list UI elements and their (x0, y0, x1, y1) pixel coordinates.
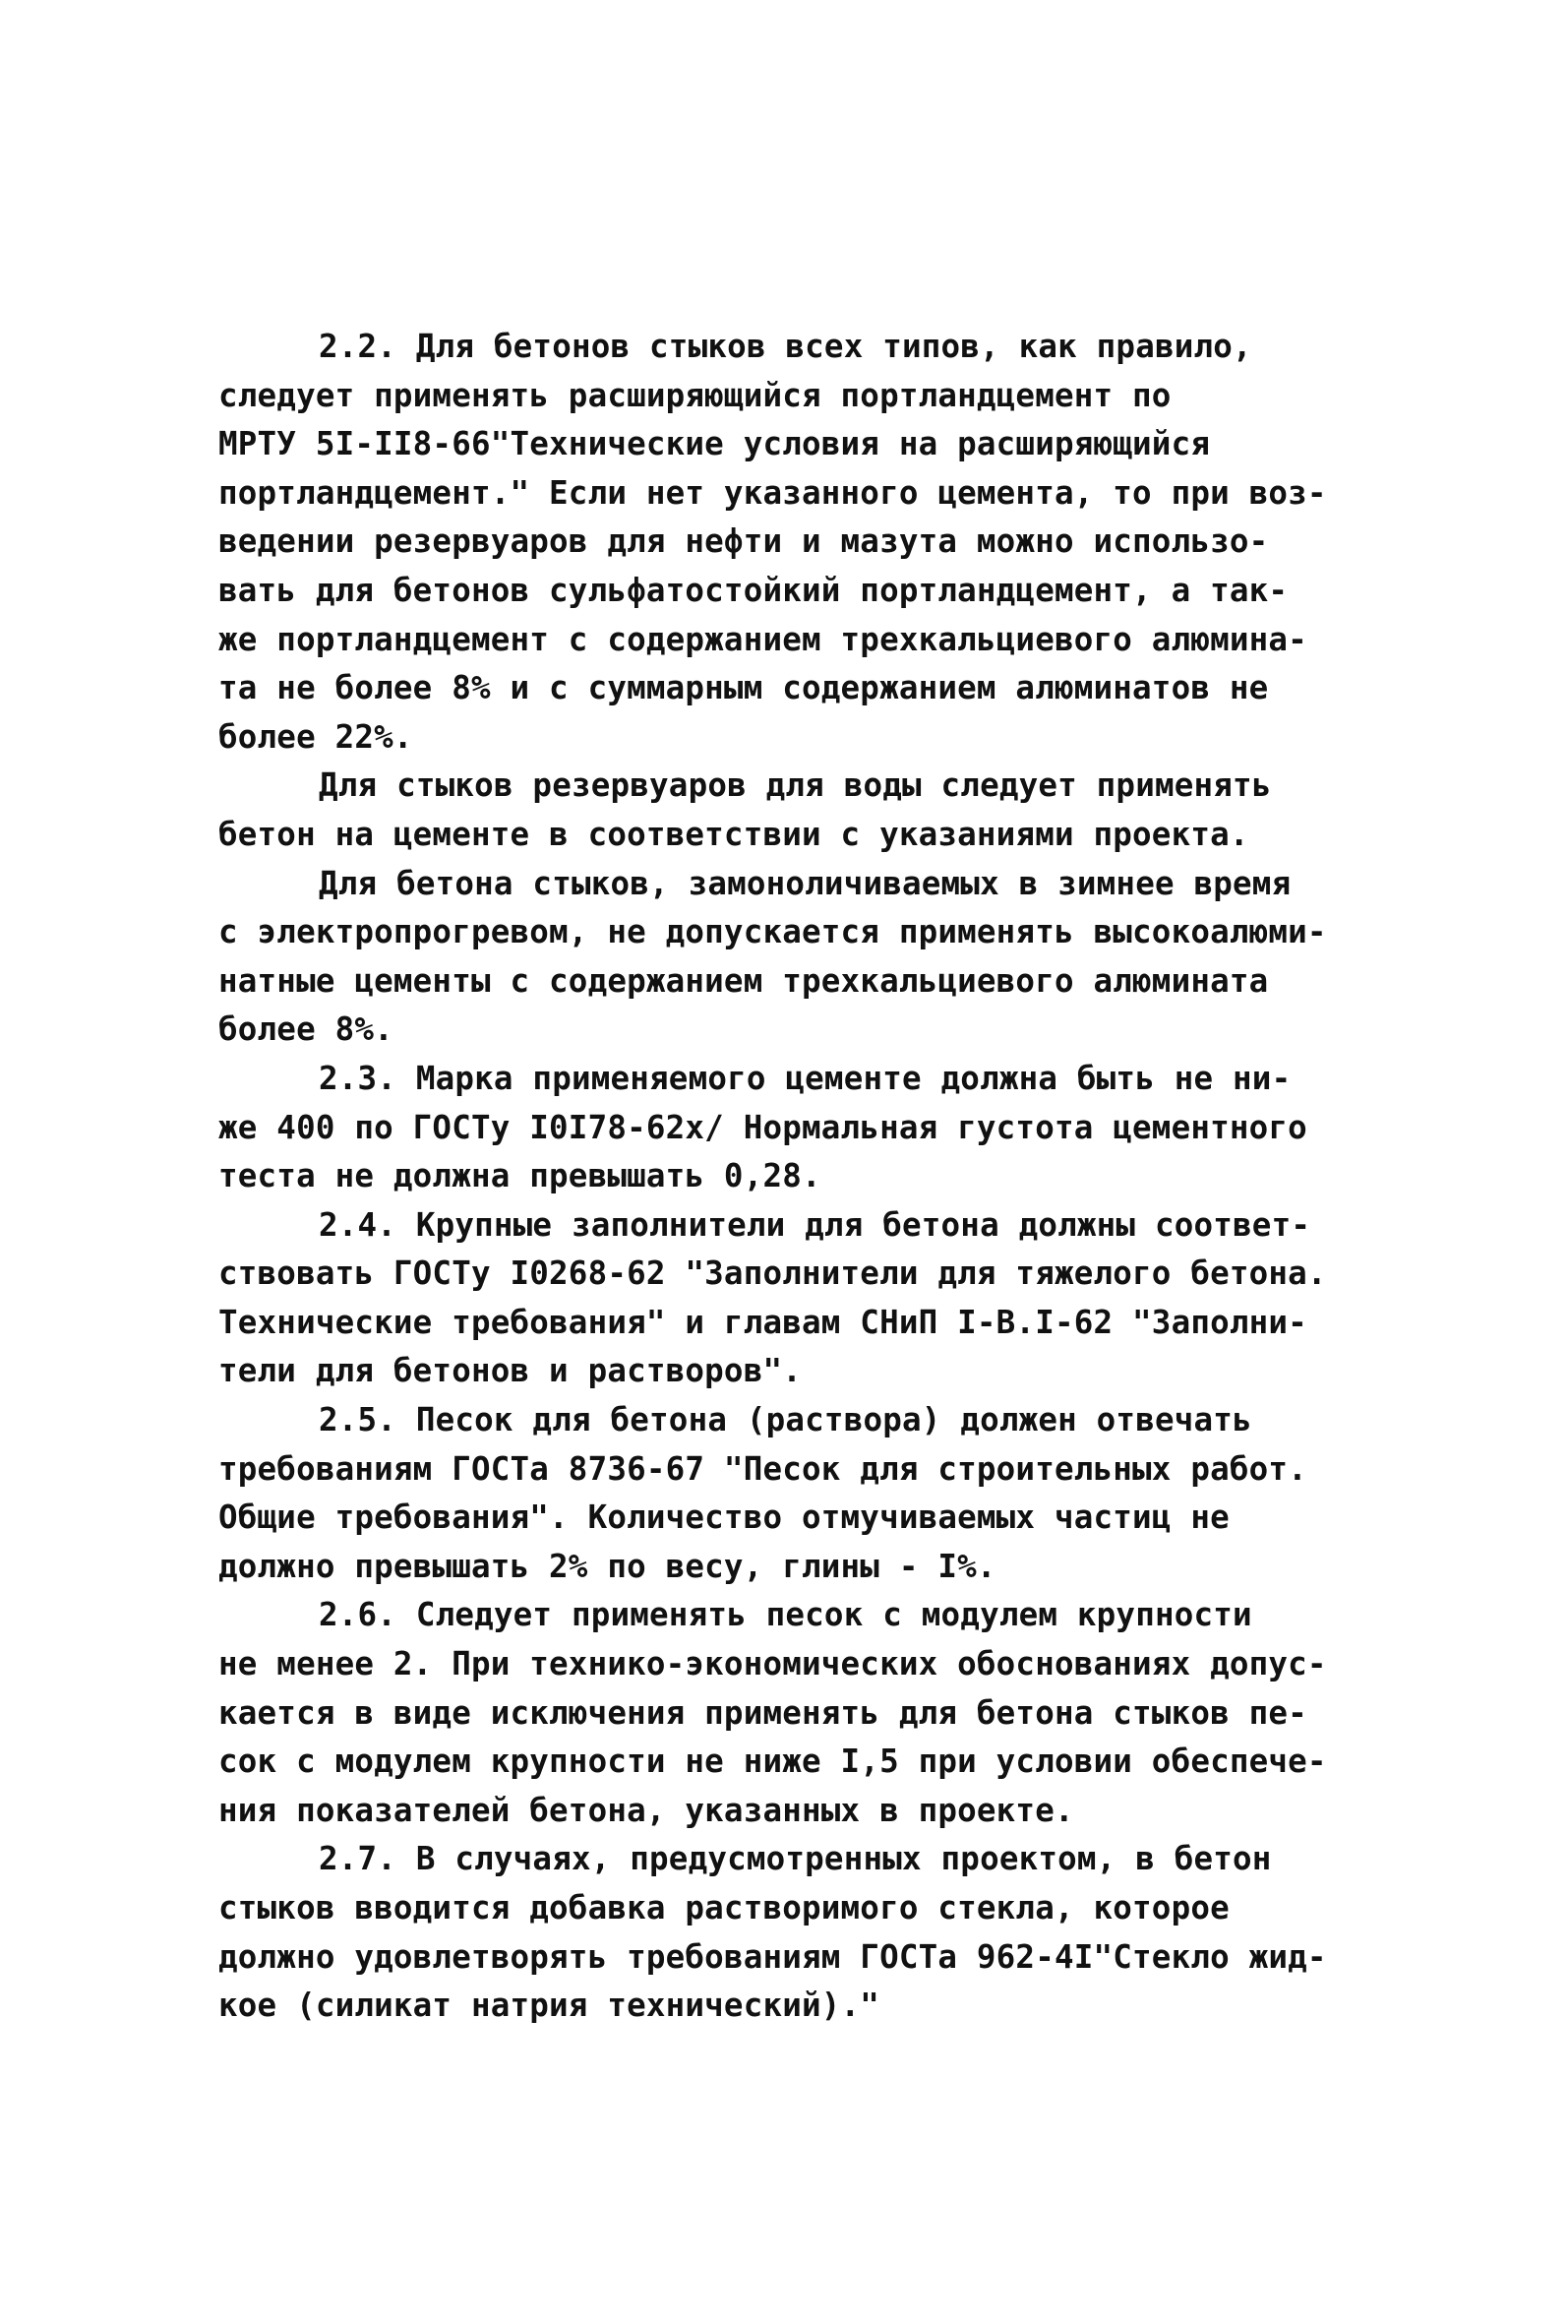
text-line: должно удовлетворять требованиям ГОСТа 962-4I"Стекло жид- (218, 1937, 1327, 1976)
text-line: ствовать ГОСТу I0268-62 "Заполнители для тяжелого бетона. (218, 1254, 1327, 1293)
text-line: вать для бетонов сульфатостойкий портландцемент, а так- (218, 571, 1289, 609)
text-line: та не более 8% и с суммарным содержанием алюминатов не (218, 669, 1269, 707)
text-line: сок с модулем крупности не ниже I,5 при условии обеспече- (218, 1743, 1327, 1781)
text-line: ния показателей бетона, указанных в проекте. (218, 1791, 1074, 1829)
text-line: же портландцемент с содержанием трехкальциевого алюмина- (218, 620, 1307, 658)
text-line: 2.5. Песок для бетона (раствора) должен отвечать (319, 1401, 1252, 1439)
text-line: МРТУ 5I-II8-66"Технические условия на расширяющийся (218, 425, 1211, 463)
text-line: не менее 2. При технико-экономических обоснованиях допус- (218, 1645, 1327, 1683)
text-line: бетон на цементе в соответствии с указаниями проекта. (218, 815, 1249, 853)
text-line: следует применять расширяющийся портландцемент по (218, 376, 1172, 414)
text-line: должно превышать 2% по весу, глины - I%. (218, 1547, 996, 1585)
text-line: требованиям ГОСТа 8736-67 "Песок для строительных работ. (218, 1449, 1307, 1488)
document-body (218, 323, 1379, 2031)
text-line: Для бетона стыков, замоноличиваемых в зимнее время (319, 864, 1292, 902)
text-line: 2.6. Следует применять песок с модулем крупности (319, 1596, 1252, 1634)
text-line: с электропрогревом, не допускается применять высокоалюми- (218, 913, 1327, 951)
text-line: Общие требования". Количество отмучиваемых частиц не (218, 1498, 1230, 1537)
text-line: более 22%. (218, 717, 413, 756)
text-line: более 8%. (218, 1010, 393, 1049)
text-line: кается в виде исключения применять для бетона стыков пе- (218, 1693, 1307, 1732)
text-line: же 400 по ГОСТу I0I78-62x/ Нормальная густота цементного (218, 1108, 1307, 1146)
text-line: 2.2. Для бетонов стыков всех типов, как правило, (319, 328, 1252, 365)
text-line: 2.4. Крупные заполнители для бетона должны соответ- (319, 1205, 1311, 1244)
text-line: тели для бетонов и растворов". (218, 1352, 802, 1390)
text-line: 2.3. Марка применяемого цементе должна быть не ни- (319, 1059, 1292, 1097)
text-line: Для стыков резервуаров для воды следует применять (319, 766, 1272, 805)
text-line: теста не должна превышать 0,28. (218, 1157, 821, 1195)
text-line: кое (силикат натрия технический)." (218, 1987, 880, 2025)
text-line: Технические требования" и главам СНиП I-В.I-62 "Заполни- (218, 1303, 1307, 1341)
text-line: ведении резервуаров для нефти и мазута можно использо- (218, 522, 1269, 561)
text-line: портландцемент." Если нет указанного цемента, то при воз- (218, 473, 1327, 512)
text-line: 2.7. В случаях, предусмотренных проектом, в бетон (319, 1840, 1272, 1878)
text-line: натные цементы с содержанием трехкальциевого алюмината (218, 961, 1269, 1000)
text-line: стыков вводится добавка растворимого стекла, которое (218, 1889, 1230, 1926)
